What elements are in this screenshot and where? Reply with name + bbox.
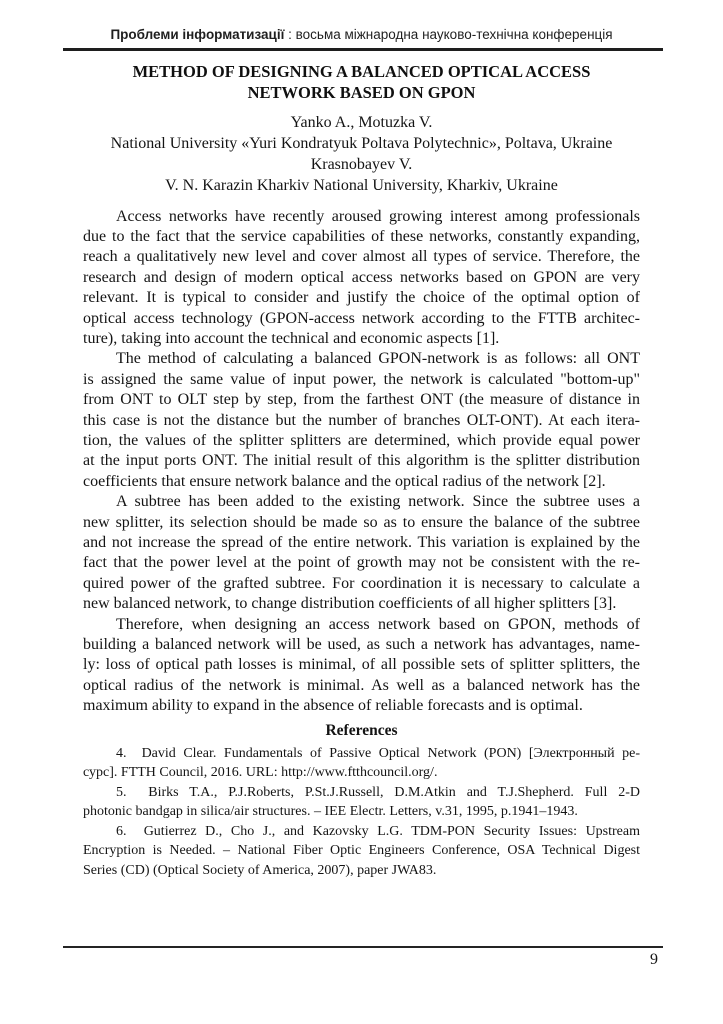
text-line: at the input ports ONT. The initial result of this algorithm is the splitter distribution: [83, 452, 640, 470]
text-line: fact that the power level at the point of growth may not be consistent with the re-: [83, 554, 640, 572]
paper-title-line-2: NETWORK BASED ON GPON: [247, 83, 476, 102]
reference-item-3: [83, 822, 640, 881]
text-line: 4. David Clear. Fundamentals of Passive Optical Network (PON) [Электронный ре-: [116, 745, 640, 761]
text-line: tion, the values of the splitter splitters are determined, which provide equal power: [83, 431, 640, 449]
text-line: ture), taking into account the technical and economic aspects [1].: [83, 329, 500, 347]
text-line: optical access technology (GPON-access network according to the FTTB architec-: [83, 309, 640, 327]
conference-name: Проблеми інформатизації: [110, 27, 285, 42]
body-paragraph-4: [83, 615, 640, 717]
text-line: Therefore, when designing an access network based on GPON, methods of: [116, 615, 640, 633]
author-affiliation-1: National University «Yuri Kondratyuk Poltava Polytechnic», Poltava, Ukraine: [110, 134, 613, 152]
abstract-body: [83, 207, 640, 717]
reference-item-1: [83, 744, 640, 783]
reference-item-2: [83, 783, 640, 822]
text-line: сурс]. FTTH Council, 2016. URL: http://www.ftthcouncil.org/.: [83, 765, 438, 781]
text-line: due to the fact that the service capabilities of these networks, constantly expanding,: [83, 227, 640, 245]
text-line: new balanced network, to change distribution coefficients of all higher splitters [3].: [83, 595, 617, 613]
text-line: photonic bandgap in silica/air structures. – IEE Electr. Letters, v.31, 1995, p.1941–1943.: [83, 804, 578, 820]
footer-rule: [63, 946, 663, 948]
text-line: A subtree has been added to the existing network. Since the subtree uses a: [116, 493, 640, 511]
body-paragraph-2: [83, 349, 640, 492]
author-line-2: Krasnobayev V.: [310, 155, 413, 173]
conference-subtitle: : восьма міжнародна науково-технічна конференція: [284, 27, 613, 42]
references-heading: References: [325, 721, 398, 739]
text-line: Encryption is Needed. – National Fiber Optic Engineers Conference, OSA Technical Digest: [83, 843, 640, 859]
text-line: relevant. It is typical to consider and justify the choice of the optimal option of: [83, 289, 640, 307]
text-line: maximum ability to expand in the absence of reliable forecasts and is optimal.: [83, 697, 583, 715]
body-paragraph-3: [83, 492, 640, 614]
text-line: Access networks have recently aroused growing interest among professionals: [116, 207, 640, 225]
author-affiliation-2: V. N. Karazin Kharkiv National University, Kharkiv, Ukraine: [165, 176, 558, 194]
text-line: 5. Birks T.A., P.J.Roberts, P.St.J.Russell, D.M.Atkin and T.J.Shepherd. Full 2-D: [116, 784, 640, 800]
paper-title: [0, 61, 723, 104]
text-line: this case is not the distance but the number of branches OLT-ONT). At each itera-: [83, 411, 640, 429]
page-number: 9: [650, 951, 658, 968]
text-line: Series (CD) (Optical Society of America, 2007), paper JWA83.: [83, 862, 437, 878]
text-line: quired power of the grafted subtree. For coordination it is necessary to calculate a: [83, 574, 640, 592]
author-line-1: Yanko A., Motuzka V.: [290, 113, 433, 131]
text-line: The method of calculating a balanced GPON-network is as follows: all ONT: [116, 350, 640, 368]
text-line: building a balanced network will be used, as such a network has advantages, name-: [83, 636, 640, 654]
text-line: 6. Gutierrez D., Cho J., and Kazovsky L.G. TDM-PON Security Issues: Upstream: [116, 823, 640, 839]
authors-block: [0, 112, 723, 196]
text-line: optical radius of the network is minimal. As well as a balanced network has the: [83, 676, 640, 694]
text-line: and not increase the spread of the entire network. This variation is explained by the: [83, 534, 640, 551]
text-line: is assigned the same value of input power, the network is calculated "bottom-up": [83, 370, 640, 388]
text-line: new splitter, its selection should be made so as to ensure the balance of the subtree: [83, 513, 640, 531]
text-line: ly: loss of optical path losses is minimal, of all possible sets of splitter splitters, the: [83, 656, 640, 674]
text-line: coefficients that ensure network balance and the optical radius of the network [2].: [83, 472, 606, 490]
text-line: reach a qualitatively new level and cover almost all types of service. Therefore, the: [83, 248, 640, 266]
running-header: [0, 0, 723, 44]
references-list: [83, 744, 640, 881]
body-paragraph-1: [83, 207, 640, 350]
header-rule: [63, 48, 663, 51]
text-line: research and design of modern optical access networks based on GPON are very: [83, 268, 640, 286]
text-line: from ONT to OLT step by step, from the farthest ONT (the measure of distance in: [83, 391, 640, 409]
paper-title-line-1: METHOD OF DESIGNING A BALANCED OPTICAL ACCESS: [132, 61, 591, 81]
